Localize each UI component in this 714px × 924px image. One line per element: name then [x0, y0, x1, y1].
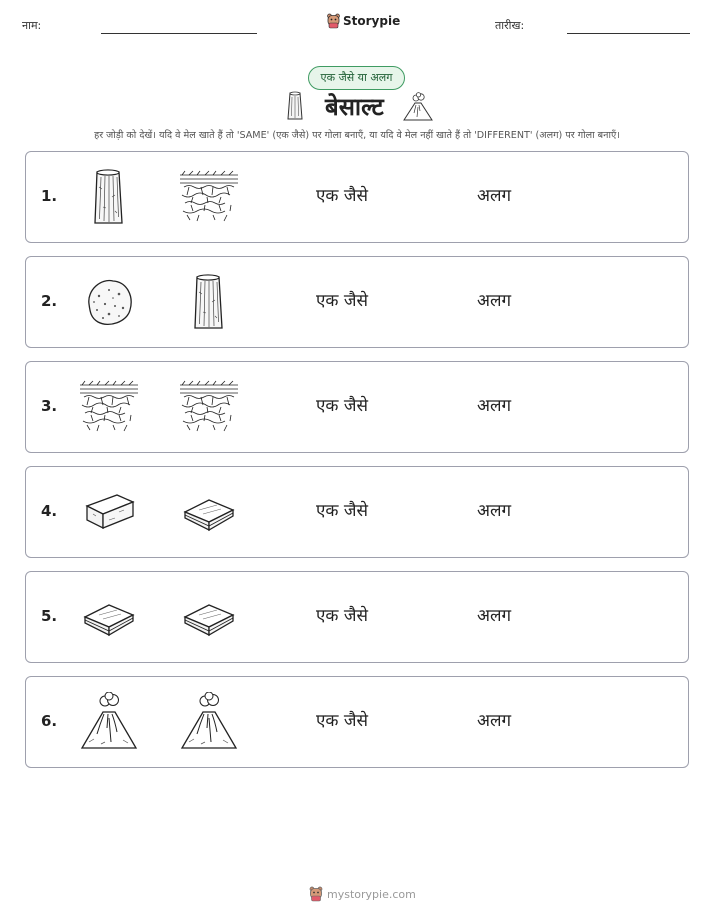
volcano-icon: [79, 692, 139, 752]
pair-card-4: [25, 466, 689, 558]
different-option[interactable]: अलग: [477, 396, 512, 416]
basalt-column-icon: [179, 272, 239, 332]
pair-card-1: [25, 151, 689, 243]
basalt-slab-icon: [79, 587, 139, 647]
same-option[interactable]: एक जैसे: [316, 501, 368, 521]
name-line[interactable]: [101, 33, 257, 34]
date-line[interactable]: [567, 33, 690, 34]
pair-card-6: [25, 676, 689, 768]
page-title: बेसाल्ट: [325, 93, 384, 121]
footer: [309, 886, 416, 902]
volcano-icon: [179, 692, 239, 752]
pair-number: 6.: [41, 712, 58, 730]
pair-number: 2.: [41, 292, 58, 310]
instructions-text: हर जोड़ी को देखें। यदि वे मेल खाते हैं तो 'SAME' (एक जैसे) पर गोला बनाएँ, या यदि वे मेल नहीं खाते हैं तो 'DIFFERENT' (अलग) पर गोला बनाएँ।: [94, 130, 620, 141]
basalt-column-icon: [79, 167, 139, 227]
same-option[interactable]: एक जैसे: [316, 606, 368, 626]
basalt-slab-icon: [179, 482, 239, 542]
pair-card-3: [25, 361, 689, 453]
name-label: नाम:: [22, 19, 42, 32]
different-option[interactable]: अलग: [477, 291, 512, 311]
pair-number: 1.: [41, 187, 58, 205]
same-option[interactable]: एक जैसे: [316, 396, 368, 416]
footer-site-link[interactable]: mystorypie.com: [327, 887, 416, 901]
same-option[interactable]: एक जैसे: [316, 186, 368, 206]
different-option[interactable]: अलग: [477, 186, 512, 206]
brand-name: Storypie: [343, 14, 401, 28]
basalt-column-icon: [286, 91, 304, 121]
volcano-icon: [403, 93, 433, 121]
basalt-rock-icon: [79, 272, 139, 332]
date-label: तारीख:: [495, 19, 525, 32]
pair-number: 5.: [41, 607, 58, 625]
different-option[interactable]: अलग: [477, 501, 512, 521]
bear-mascot-icon: [327, 13, 340, 29]
cracked-lava-ground-icon: [79, 377, 139, 437]
pair-number: 3.: [41, 397, 58, 415]
brand-logo: [327, 13, 400, 29]
bear-mascot-icon: [309, 886, 323, 902]
different-option[interactable]: अलग: [477, 606, 512, 626]
different-option[interactable]: अलग: [477, 711, 512, 731]
pair-number: 4.: [41, 502, 58, 520]
same-option[interactable]: एक जैसे: [316, 291, 368, 311]
pair-card-5: [25, 571, 689, 663]
cracked-lava-ground-icon: [179, 377, 239, 437]
cracked-lava-ground-icon: [179, 167, 239, 227]
pair-card-2: [25, 256, 689, 348]
basalt-slab-icon: [179, 587, 239, 647]
worksheet-type-badge: एक जैसे या अलग: [308, 66, 405, 90]
basalt-block-icon: [79, 482, 139, 542]
same-option[interactable]: एक जैसे: [316, 711, 368, 731]
